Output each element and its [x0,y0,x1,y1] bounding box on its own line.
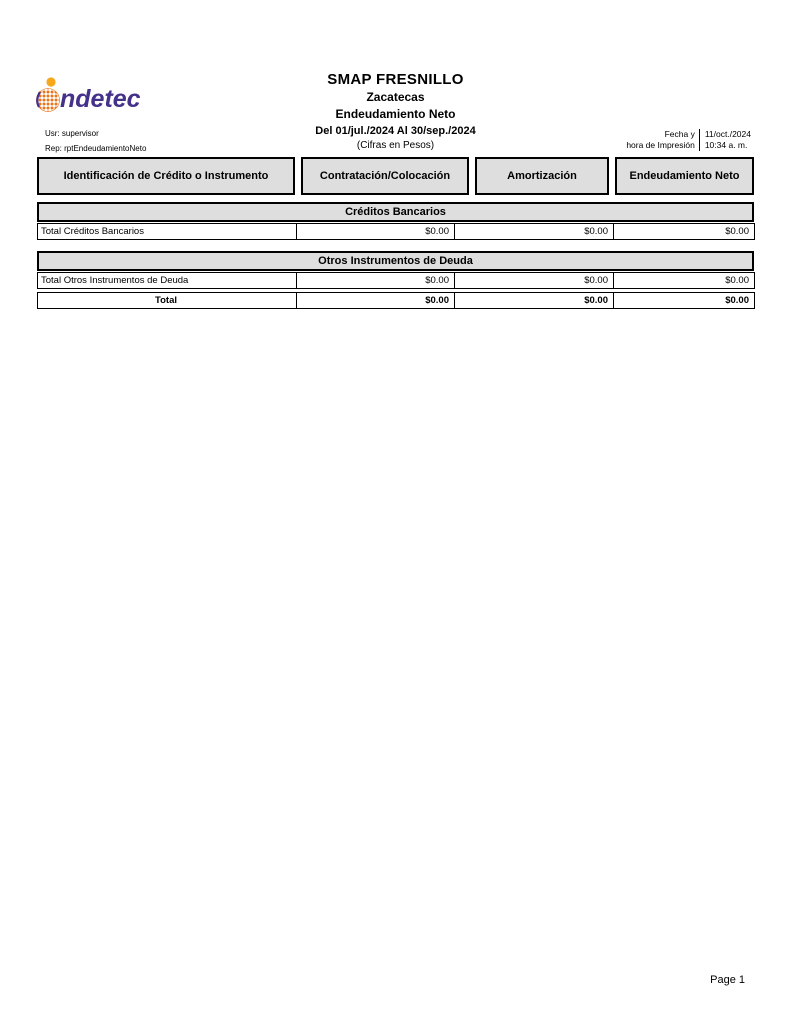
report-units: (Cifras en Pesos) [356,140,435,151]
report-id-label: Rep: rptEndeudamientoNeto [45,144,147,153]
column-header-identificacion: Identificación de Crédito o Instrumento [37,157,295,195]
print-labels [626,129,699,151]
cell-amortizacion: $0.00 [455,273,614,289]
column-header-amortizacion: Amortización [475,157,609,195]
section-band-otros-instrumentos: Otros Instrumentos de Deuda [37,251,754,271]
print-label-line1: Fecha y [664,129,695,139]
cell-amortizacion: $0.00 [455,224,614,240]
table-row [38,273,755,289]
print-time: 10:34 a. m. [704,140,748,150]
print-values [700,129,751,151]
logo-wordmark: ndetec [60,85,141,113]
print-label-line2: hora de Impresión [626,140,695,150]
page-number: Page 1 [710,974,745,986]
cell-contratacion: $0.00 [297,224,455,240]
cell-endeudamiento: $0.00 [614,224,755,240]
print-datetime-block [626,129,751,151]
report-period: Del 01/jul./2024 Al 30/sep./2024 [315,125,476,137]
report-table [37,157,754,309]
cell-endeudamiento: $0.00 [614,273,755,289]
company-name: SMAP FRESNILLO [327,71,464,88]
user-label: Usr: supervisor [45,129,99,138]
total-label: Total [38,293,297,309]
column-header-row [37,157,754,195]
cell-contratacion: $0.00 [297,273,455,289]
report-title: Endeudamiento Neto [335,107,456,121]
meta-block [45,126,146,156]
print-date: 11/oct./2024 [704,129,751,139]
section-band-creditos-bancarios: Créditos Bancarios [37,202,754,222]
total-row [38,293,755,309]
section-rows-creditos-bancarios [37,223,755,240]
section-rows-otros-instrumentos [37,272,755,289]
column-header-contratacion: Contratación/Colocación [301,157,469,195]
total-endeudamiento: $0.00 [614,293,755,309]
state-name: Zacatecas [366,90,425,104]
total-contratacion: $0.00 [297,293,455,309]
total-amortizacion: $0.00 [455,293,614,309]
row-label: Total Créditos Bancarios [38,224,297,240]
table-row [38,224,755,240]
column-header-endeudamiento: Endeudamiento Neto [615,157,754,195]
row-label: Total Otros Instrumentos de Deuda [38,273,297,289]
total-row-table [37,292,755,309]
